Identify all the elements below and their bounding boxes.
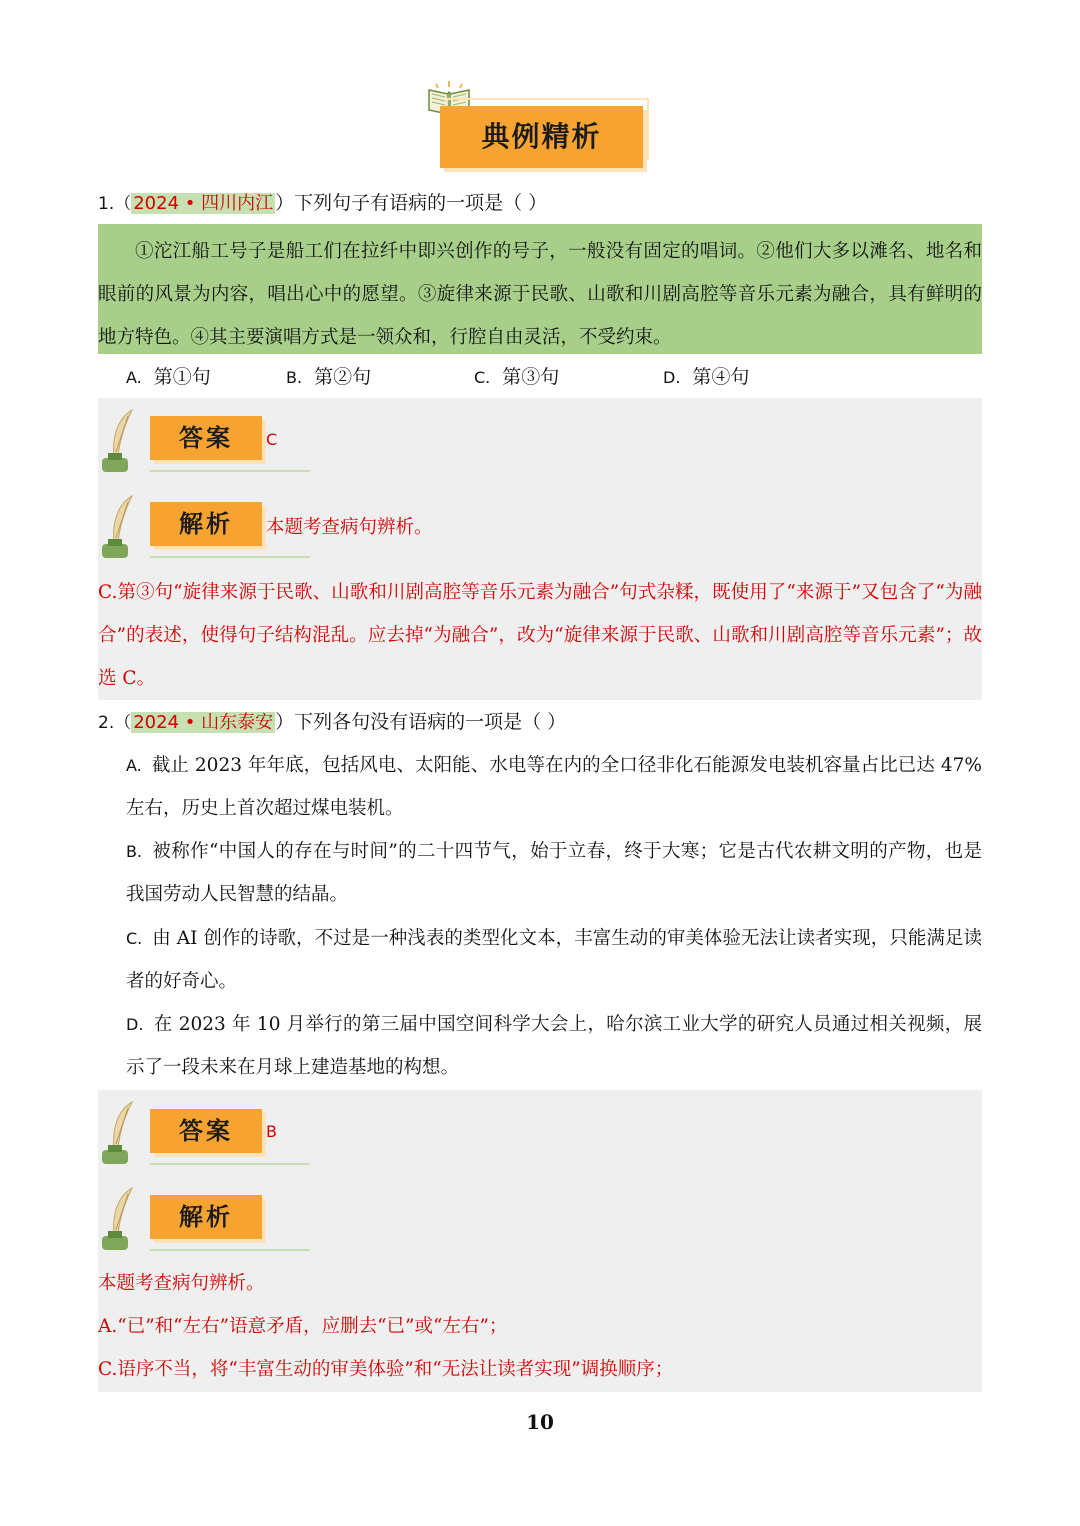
choice-b-text: 被称作“中国人的存在与时间”的二十四节气，始于立春，终于大寒；它是古代农耕文明的产物，也是我国劳动人民智慧的结晶。 <box>126 841 982 905</box>
option-b <box>286 362 371 393</box>
page-number: 10 <box>526 1410 554 1434</box>
option-c-letter: C. <box>474 368 491 387</box>
question-2-stem <box>98 707 566 738</box>
question-1-text: ）下列句子有语病的一项是（ ） <box>275 192 548 214</box>
analysis-tag: 解析 <box>150 1195 262 1239</box>
passage-text: ①沱江船工号子是船工们在拉纤中即兴创作的号子，一般没有固定的唱词。②他们大多以滩名、地名和眼前的风景为内容，唱出心中的愿望。③旋律来源于民歌、山歌和川剧高腔等音乐元素为融合，具有鲜明的地方特色。④其主要演唱方式是一领众和，行腔自由灵活，不受约束。 <box>98 241 982 348</box>
option-b-text: 第②句 <box>314 366 372 388</box>
analysis-line: A.“已”和“左右”语意矛盾，应删去“已”或“左右”； <box>98 1316 508 1337</box>
quill-inkwell-icon <box>98 408 138 476</box>
answer-value: C <box>266 430 278 449</box>
choice-c-letter: C. <box>126 929 143 948</box>
question-2-source: 2024 • 山东泰安 <box>133 712 274 733</box>
analysis-tag: 解析 <box>150 502 262 546</box>
option-a-text: 第①句 <box>153 366 211 388</box>
question-1-stem <box>98 188 547 219</box>
choice-c <box>126 917 982 1003</box>
question-1-source: 2024 • 四川内江 <box>133 193 274 214</box>
choice-b-letter: B. <box>126 842 143 861</box>
choice-a-text: 截止 2023 年年底，包括风电、太阳能、水电等在内的全口径非化石能源发电装机容量占比已达 47%左右，历史上首次超过煤电装机。 <box>126 755 982 819</box>
option-c <box>474 362 559 393</box>
choice-d <box>126 1003 982 1089</box>
question-1-passage <box>98 224 982 354</box>
option-c-text: 第③句 <box>502 366 560 388</box>
question-2-text: ）下列各句没有语病的一项是（ ） <box>275 711 567 733</box>
choice-a <box>126 744 982 830</box>
option-d-text: 第④句 <box>692 366 750 388</box>
answer-tag: 答案 <box>150 1109 262 1153</box>
answer-value: B <box>266 1122 277 1141</box>
answer-tag-underline <box>150 470 310 472</box>
question-2-number: 2.（ <box>98 713 132 733</box>
analysis-tag-underline <box>150 1249 310 1251</box>
option-a-letter: A. <box>126 368 142 387</box>
option-d-letter: D. <box>663 368 681 387</box>
analysis-body: C.第③句“旋律来源于民歌、山歌和川剧高腔等音乐元素为融合”句式杂糅，既使用了“来源于”又包含了“为融合”的表述，使得句子结构混乱。应去掉“为融合”，改为“旋律来源于民歌、山歌和川剧高腔等音乐元素”；故选 C。 <box>98 582 982 689</box>
choice-a-letter: A. <box>126 756 142 775</box>
option-a <box>126 362 211 393</box>
question-1-number: 1.（ <box>98 194 132 214</box>
section-title: 典例精析 <box>481 120 602 153</box>
quill-inkwell-icon <box>98 1100 138 1168</box>
option-b-letter: B. <box>286 368 303 387</box>
option-d <box>663 362 749 393</box>
quill-inkwell-icon <box>98 494 138 562</box>
analysis-tag-underline <box>150 556 310 558</box>
choice-d-letter: D. <box>126 1015 144 1034</box>
question-1-options <box>126 362 826 392</box>
answer-tag-underline <box>150 1163 310 1165</box>
analysis-line: 本题考查病句辨析。 <box>98 1273 265 1294</box>
choice-c-text: 由 AI 创作的诗歌，不过是一种浅表的类型化文本，丰富生动的审美体验无法让读者实现，只能满足读者的好奇心。 <box>126 928 982 992</box>
answer-tag: 答案 <box>150 416 262 460</box>
analysis-line: C.语序不当，将“丰富生动的审美体验”和“无法让读者实现”调换顺序； <box>98 1359 674 1380</box>
quill-inkwell-icon <box>98 1186 138 1254</box>
choice-b <box>126 830 982 916</box>
analysis-intro: 本题考查病句辨析。 <box>266 517 433 538</box>
choice-d-text: 在 2023 年 10 月举行的第三届中国空间科学大会上，哈尔滨工业大学的研究人员通过相关视频，展示了一段未来在月球上建造基地的构想。 <box>126 1014 982 1078</box>
